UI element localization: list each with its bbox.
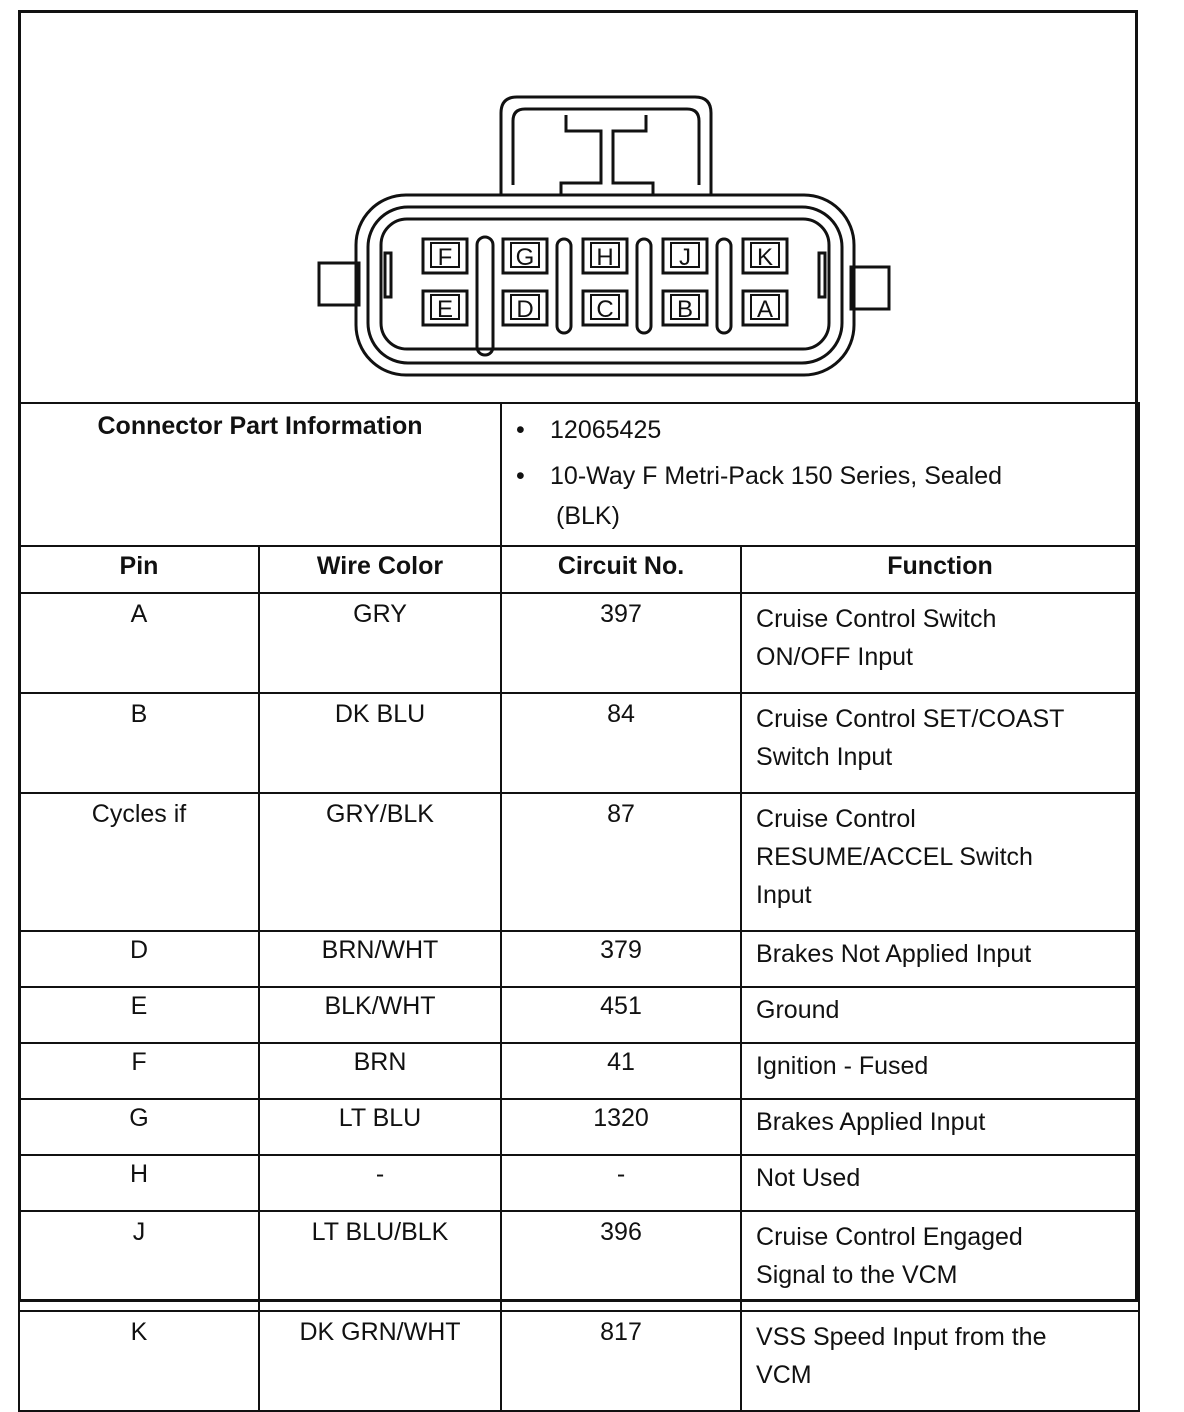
pinout-table (18, 402, 1140, 1412)
function-line: Cruise Control SET/COAST (756, 705, 1065, 733)
function-line: Cruise Control (756, 805, 916, 833)
pin-label-A: A (756, 296, 774, 323)
wire-color-cell: LT BLU/BLK (259, 1211, 501, 1311)
pin-cell: H (19, 1155, 259, 1211)
circuit-cell: 41 (501, 1043, 741, 1099)
pin-cell: E (19, 987, 259, 1043)
function-cell (741, 693, 1139, 793)
connector-diagram (21, 13, 1135, 405)
function-line: Ground (756, 996, 840, 1024)
table-row (19, 987, 1139, 1043)
function-line: Not Used (756, 1164, 861, 1192)
table-row (19, 1211, 1139, 1311)
divider-2 (557, 239, 571, 333)
wire-color-cell: LT BLU (259, 1099, 501, 1155)
wire-color-cell: BRN/WHT (259, 931, 501, 987)
connector-ear-right (851, 267, 889, 309)
table-row (19, 1311, 1139, 1411)
divider-1 (477, 237, 493, 355)
circuit-cell: - (501, 1155, 741, 1211)
pin-label-B: B (676, 296, 694, 323)
circuit-cell: 451 (501, 987, 741, 1043)
table-row (19, 693, 1139, 793)
function-line: Brakes Not Applied Input (756, 940, 1032, 968)
pin-cell: G (19, 1099, 259, 1155)
function-line: ON/OFF Input (756, 643, 913, 671)
circuit-cell: 397 (501, 593, 741, 693)
circuit-cell: 396 (501, 1211, 741, 1311)
part-description: • 10-Way F Metri-Pack 150 Series, Sealed (BLK) (516, 456, 1138, 536)
function-cell (741, 1311, 1139, 1411)
function-line: VSS Speed Input from the (756, 1323, 1047, 1351)
wire-color-cell: BRN (259, 1043, 501, 1099)
pin-label-K: K (756, 244, 774, 271)
wire-color-cell: BLK/WHT (259, 987, 501, 1043)
header-function: Function (741, 546, 1139, 593)
divider-3 (637, 239, 651, 333)
part-info-details (501, 403, 1139, 546)
function-line: Signal to the VCM (756, 1261, 958, 1289)
function-cell (741, 931, 1139, 987)
header-wire-color: Wire Color (259, 546, 501, 593)
function-cell (741, 1211, 1139, 1311)
pin-cell: A (19, 593, 259, 693)
pin-label-E: E (436, 296, 454, 323)
document-frame (18, 10, 1138, 1389)
function-cell (741, 1155, 1139, 1211)
pin-label-H: H (596, 244, 614, 271)
connector-drawing (21, 13, 1135, 405)
function-line: Cruise Control Engaged (756, 1223, 1023, 1251)
circuit-cell: 817 (501, 1311, 741, 1411)
table-row (19, 793, 1139, 931)
table-row (19, 1155, 1139, 1211)
wire-color-cell: DK BLU (259, 693, 501, 793)
connector-latch (501, 97, 711, 195)
pin-label-J: J (679, 244, 691, 271)
part-number: • 12065425 (516, 410, 1138, 450)
function-cell (741, 1043, 1139, 1099)
part-info-title: Connector Part Information (19, 403, 501, 546)
function-cell (741, 1099, 1139, 1155)
circuit-cell: 379 (501, 931, 741, 987)
function-line: Ignition - Fused (756, 1052, 929, 1080)
header-circuit-no: Circuit No. (501, 546, 741, 593)
wire-color-cell: DK GRN/WHT (259, 1311, 501, 1411)
pin-cell: F (19, 1043, 259, 1099)
function-cell (741, 793, 1139, 931)
table-row (19, 1043, 1139, 1099)
function-line: Brakes Applied Input (756, 1108, 986, 1136)
wire-color-cell: GRY (259, 593, 501, 693)
connector-ear-left (319, 263, 359, 305)
part-info-row (19, 403, 1139, 546)
table-row (19, 593, 1139, 693)
header-row (19, 546, 1139, 593)
function-cell (741, 593, 1139, 693)
pin-cell: D (19, 931, 259, 987)
pin-label-D: D (516, 296, 534, 323)
pin-label-F: F (437, 244, 453, 271)
divider-4 (717, 239, 731, 333)
function-line: Switch Input (756, 743, 893, 771)
header-pin: Pin (19, 546, 259, 593)
pin-label-C: C (596, 296, 614, 323)
circuit-cell: 1320 (501, 1099, 741, 1155)
table-row (19, 931, 1139, 987)
circuit-cell: 87 (501, 793, 741, 931)
circuit-cell: 84 (501, 693, 741, 793)
pin-cell: K (19, 1311, 259, 1411)
function-line: Input (756, 881, 812, 909)
table-row (19, 1099, 1139, 1155)
pin-cell: J (19, 1211, 259, 1311)
wire-color-cell: - (259, 1155, 501, 1211)
function-line: Cruise Control Switch (756, 605, 997, 633)
pin-cell: B (19, 693, 259, 793)
pin-cell: Cycles if (19, 793, 259, 931)
function-line: RESUME/ACCEL Switch (756, 843, 1033, 871)
function-cell (741, 987, 1139, 1043)
function-line: VCM (756, 1361, 812, 1389)
wire-color-cell: GRY/BLK (259, 793, 501, 931)
pin-label-G: G (515, 244, 535, 271)
